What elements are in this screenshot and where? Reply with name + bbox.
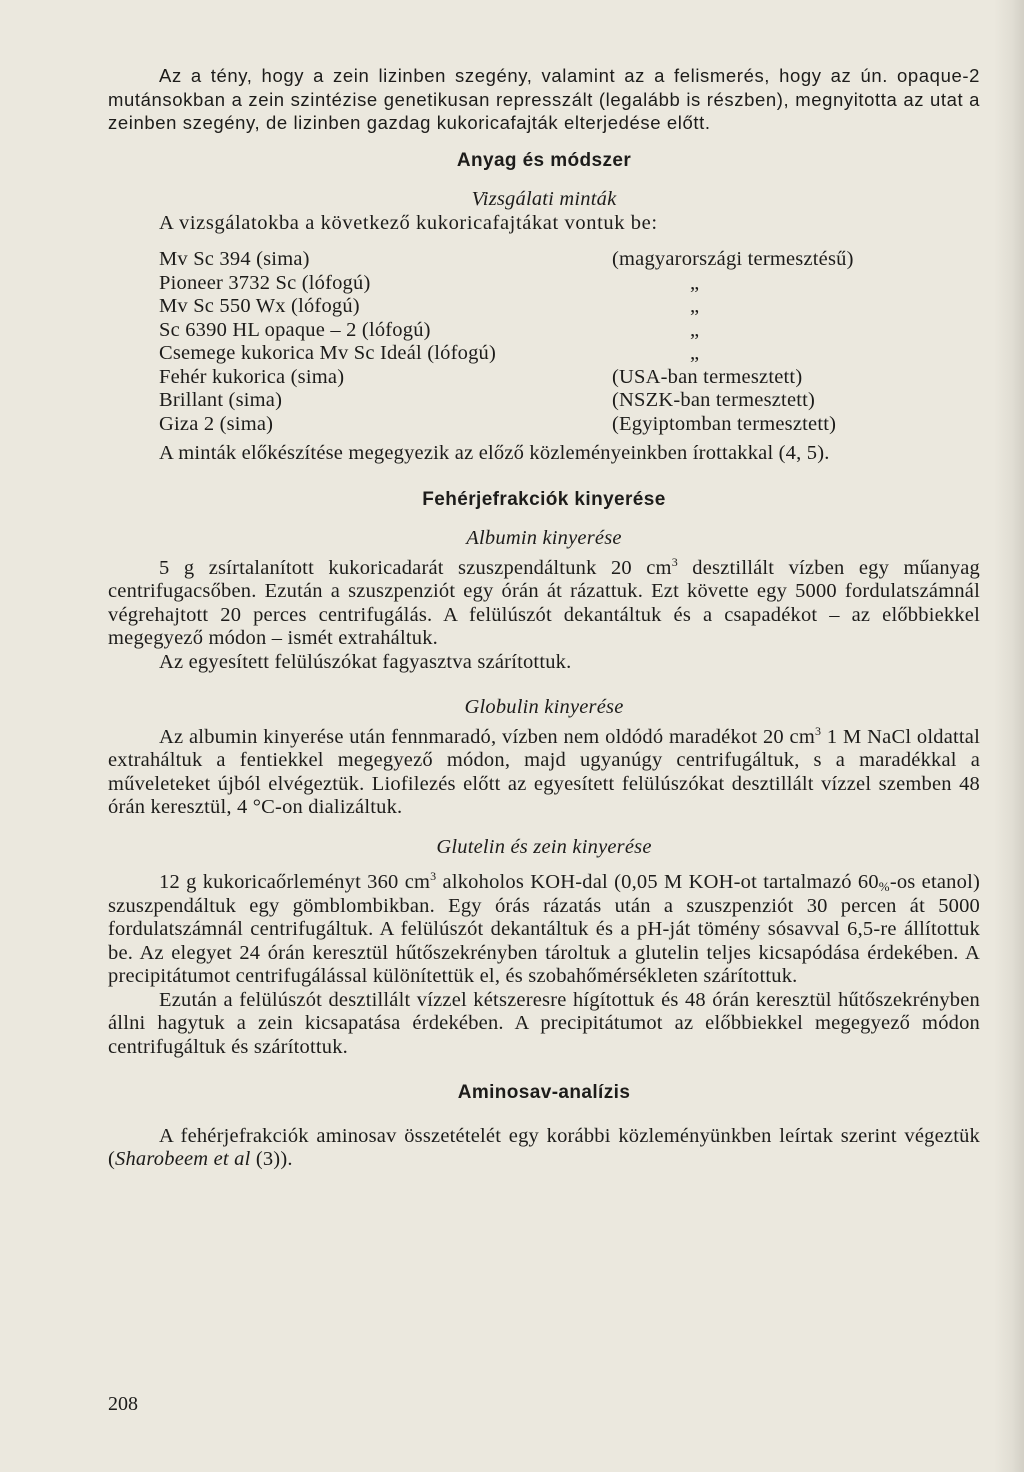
glutelin-text-c: -os etanol) szuszpendáltuk egy gömblombikban. Egy órás rázatás után a szuszpenziót 30 percen át 5000 fordulatszámnál centrifugáltuk. A felülúszót dekantáltuk és a pH-ját tömény sósavval 6,5-re állítottuk be. Az elegyet 24 órán keresztül hűtőszekrényben tároltuk a glutelin teljes kicsapódása érdekében. A precipitátumot centrifugálással különítettük el, és szobahőmérsékleten szárítottuk. <box>108 871 980 987</box>
samples-intro: A vizsgálatokba a következő kukoricafajtákat vontuk be: <box>159 211 658 234</box>
variety-name: Mv Sc 550 Wx (lófogú) <box>159 295 360 317</box>
amino-text-a: A fehérjefrakciók aminosav összetételét egy korábbi közleményünkben leírtak szerint végeztük ( <box>108 1124 980 1170</box>
variety-origin: (magyarországi termesztésű) <box>612 248 854 270</box>
variety-origin: (NSZK-ban termesztett) <box>612 389 816 411</box>
variety-origin: „ <box>690 342 700 364</box>
samples-note: A minták előkészítése megegyezik az előző közleményeinkben írottakkal (4, 5). <box>159 442 830 464</box>
subheading-albumin: Albumin kinyerése <box>466 527 622 549</box>
albumin-paragraph <box>108 554 980 651</box>
albumin-text-b: desztillált vízben egy műanyag centrifugacsőben. Ezután a szuszpenziót egy órán át rázattuk. Ezt követte egy 5000 fordulatszámnál végrehajtott 20 perces centrifugálás. A felülúszót dekantáltuk és a csapadékot – az előbbiekkel megegyező módon – ismét extraháltuk. <box>108 556 980 649</box>
variety-name: Fehér kukorica (sima) <box>159 365 345 388</box>
variety-origin: (USA-ban termesztett) <box>612 365 803 388</box>
section-heading-materials-methods: Anyag és módszer <box>456 149 632 171</box>
glutelin-superscript: 3 <box>430 869 437 883</box>
variety-row <box>108 413 980 437</box>
globulin-paragraph <box>108 723 980 820</box>
glutelin-paragraph <box>108 871 980 989</box>
variety-row <box>108 272 980 296</box>
variety-name: Pioneer 3732 Sc (lófogú) <box>159 271 371 294</box>
variety-name: Brillant (sima) <box>159 389 283 411</box>
section-heading-amino-acid: Aminosav-analízis <box>457 1082 631 1103</box>
subheading-glutelin-zein: Glutelin és zein kinyerése <box>436 835 652 858</box>
albumin-paragraph-2: Az egyesített felülúszókat fagyasztva szárítottuk. <box>159 650 572 673</box>
globulin-superscript: 3 <box>815 723 822 738</box>
variety-name: Giza 2 (sima) <box>159 412 274 435</box>
section-heading-protein-fractions: Fehérjefrakciók kinyerése <box>422 488 666 510</box>
variety-row <box>108 319 980 343</box>
globulin-text-a: Az albumin kinyerése után fennmaradó, vízben nem oldódó maradékot 20 cm <box>159 725 815 748</box>
glutelin-paragraph-2: Ezután a felülúszót desztillált vízzel kétszeresre hígítottuk és 48 órán keresztül hűtőszekrényben állni hagytuk a zein kicsapatása érdekében. A precipitátumot az előbbiekkel megegyező módon centrifugáltuk és szárítottuk. <box>108 988 980 1058</box>
albumin-text-a: 5 g zsírtalanított kukoricadarát szuszpendáltunk 20 cm <box>159 556 672 579</box>
page-number: 208 <box>108 1393 138 1415</box>
variety-name: Sc 6390 HL opaque – 2 (lófogú) <box>159 318 431 341</box>
body-text <box>108 64 980 1172</box>
amino-text-b: (3)). <box>250 1148 293 1170</box>
variety-row <box>108 389 980 413</box>
variety-row <box>108 366 980 390</box>
glutelin-subscript: % <box>878 879 890 894</box>
glutelin-text-b: alkoholos KOH-dal (0,05 M KOH-ot tartalmazó 60 <box>436 871 879 893</box>
variety-name: Csemege kukorica Mv Sc Ideál (lófogú) <box>159 342 497 364</box>
amino-paragraph <box>108 1125 980 1172</box>
variety-row <box>108 295 980 319</box>
glutelin-text-a: 12 g kukoricaőrleményt 360 cm <box>159 871 431 893</box>
subheading-globulin: Globulin kinyerése <box>464 696 624 718</box>
variety-name: Mv Sc 394 (sima) <box>159 248 310 270</box>
intro-paragraph: Az a tény, hogy a zein lizinben szegény, valamint az a felismerés, hogy az ún. opaque-2 mutánsokban a zein szintézise genetikusan represszált (legalább is részben), megnyitotta az utat a zeinben szegény, de lizinben gazdag kukoricafajták elterjedése előtt. <box>108 65 980 133</box>
variety-origin: „ <box>690 295 700 317</box>
variety-origin: (Egyiptomban termesztett) <box>612 412 837 435</box>
subheading-samples: Vizsgálati minták <box>471 188 617 210</box>
amino-citation: Sharobeem et al <box>115 1148 251 1170</box>
page-edge-shadow <box>994 0 1024 1472</box>
variety-origin: „ <box>690 271 700 294</box>
variety-row <box>108 342 980 366</box>
globulin-text-b: 1 M NaCl oldattal extraháltuk a fentiekkel megegyező módon, majd ugyanúgy centrifugáltuk, s a maradékkal a műveleteket újból elvégeztük. Liofilezés előtt az egyesített felülúszókat desztillált vízzel szemben 48 órán keresztül, 4 °C-on dializáltuk. <box>108 725 980 818</box>
variety-list <box>108 248 980 436</box>
albumin-superscript: 3 <box>671 554 678 569</box>
variety-row <box>108 248 980 272</box>
variety-origin: „ <box>690 318 700 341</box>
